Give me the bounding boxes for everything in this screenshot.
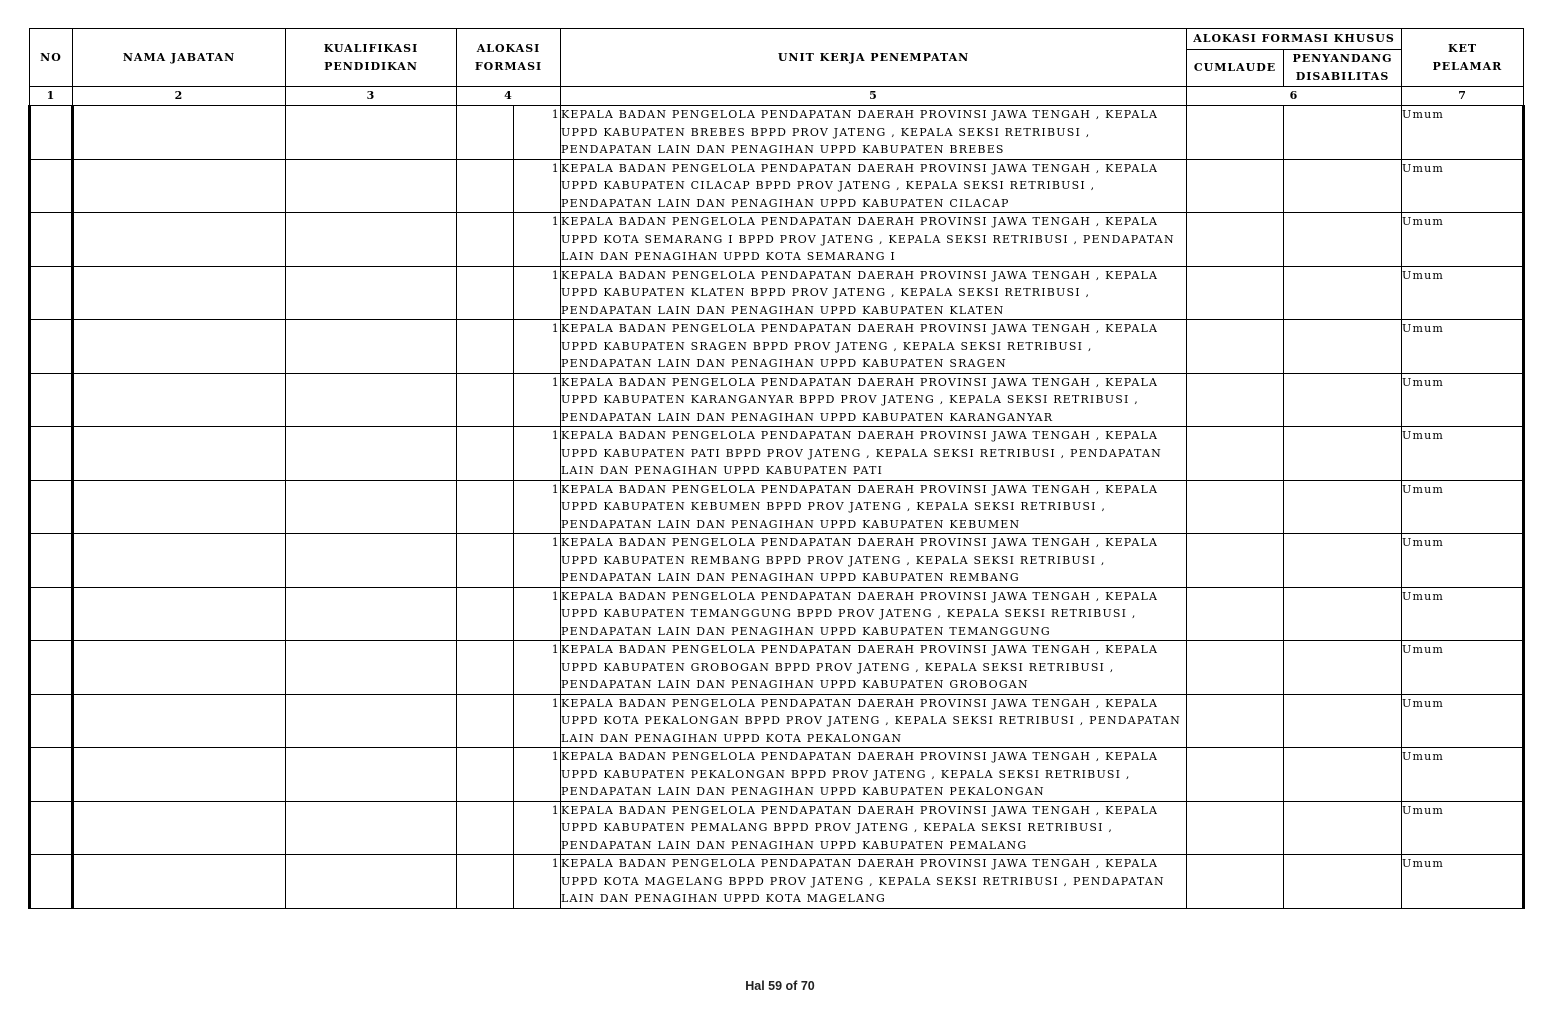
table-body: [30, 106, 1524, 909]
cell-nama-jabatan: [73, 106, 286, 160]
cell-ket: Umum: [1402, 373, 1524, 427]
cell-cumlaude: [1187, 801, 1284, 855]
cell-nama-jabatan: [73, 320, 286, 374]
cell-unit-kerja: KEPALA BADAN PENGELOLA PENDAPATAN DAERAH PROVINSI JAWA TENGAH , KEPALA UPPD KOTA PEKALONGAN BPPD PROV JATENG , KEPALA SEKSI RETRIBUSI , PENDAPATAN LAIN DAN PENAGIHAN UPPD KOTA PEKALONGAN: [561, 694, 1187, 748]
cell-kualifikasi: [286, 641, 457, 695]
cell-no: [30, 641, 73, 695]
cell-disabilitas: [1284, 587, 1402, 641]
table-row: [30, 373, 1524, 427]
cell-no: [30, 159, 73, 213]
cell-no: [30, 748, 73, 802]
page-number: Hal 59 of 70: [745, 979, 815, 993]
cell-nama-jabatan: [73, 855, 286, 909]
cell-disabilitas: [1284, 159, 1402, 213]
table-row: [30, 213, 1524, 267]
cell-alokasi: 1: [514, 855, 561, 909]
cell-unit-kerja: KEPALA BADAN PENGELOLA PENDAPATAN DAERAH PROVINSI JAWA TENGAH , KEPALA UPPD KABUPATEN KARANGANYAR BPPD PROV JATENG , KEPALA SEKSI RETRIBUSI , PENDAPATAN LAIN DAN PENAGIHAN UPPD KABUPATEN KARANGANYAR: [561, 373, 1187, 427]
cell-alokasi: 1: [514, 373, 561, 427]
cell-no: [30, 587, 73, 641]
cell-cumlaude: [1187, 106, 1284, 160]
table-row: [30, 159, 1524, 213]
cell-alokasi-left: [457, 427, 514, 481]
cell-alokasi-left: [457, 373, 514, 427]
cell-kualifikasi: [286, 266, 457, 320]
cell-nama-jabatan: [73, 427, 286, 481]
header-kualifikasi-label: KUALIFIKASI PENDIDIKAN: [323, 41, 419, 73]
cell-kualifikasi: [286, 855, 457, 909]
cell-kualifikasi: [286, 480, 457, 534]
cell-kualifikasi: [286, 159, 457, 213]
cell-ket: Umum: [1402, 534, 1524, 588]
cell-ket: Umum: [1402, 106, 1524, 160]
cell-alokasi-left: [457, 641, 514, 695]
header-nama-jabatan: NAMA JABATAN: [73, 29, 286, 87]
header-ket-label: KET PELAMAR: [1432, 41, 1503, 73]
cell-alokasi-left: [457, 213, 514, 267]
cell-nama-jabatan: [73, 587, 286, 641]
cell-ket: Umum: [1402, 320, 1524, 374]
cell-ket: Umum: [1402, 855, 1524, 909]
column-number: 2: [73, 87, 286, 106]
cell-alokasi: 1: [514, 587, 561, 641]
cell-kualifikasi: [286, 213, 457, 267]
cell-ket: Umum: [1402, 694, 1524, 748]
cell-alokasi: 1: [514, 159, 561, 213]
cell-kualifikasi: [286, 427, 457, 481]
table-row: [30, 641, 1524, 695]
cell-alokasi-left: [457, 801, 514, 855]
cell-cumlaude: [1187, 855, 1284, 909]
cell-alokasi: 1: [514, 427, 561, 481]
cell-unit-kerja: KEPALA BADAN PENGELOLA PENDAPATAN DAERAH PROVINSI JAWA TENGAH , KEPALA UPPD KOTA SEMARANG I BPPD PROV JATENG , KEPALA SEKSI RETRIBUSI , PENDAPATAN LAIN DAN PENAGIHAN UPPD KOTA SEMARANG I: [561, 213, 1187, 267]
cell-no: [30, 213, 73, 267]
table-row: [30, 427, 1524, 481]
cell-alokasi: 1: [514, 801, 561, 855]
cell-alokasi-left: [457, 587, 514, 641]
cell-disabilitas: [1284, 106, 1402, 160]
header-alokasi: [457, 29, 561, 87]
cell-unit-kerja: KEPALA BADAN PENGELOLA PENDAPATAN DAERAH PROVINSI JAWA TENGAH , KEPALA UPPD KABUPATEN PEMALANG BPPD PROV JATENG , KEPALA SEKSI RETRIBUSI , PENDAPATAN LAIN DAN PENAGIHAN UPPD KABUPATEN PEMALANG: [561, 801, 1187, 855]
cell-disabilitas: [1284, 694, 1402, 748]
cell-ket: Umum: [1402, 748, 1524, 802]
cell-no: [30, 480, 73, 534]
cell-ket: Umum: [1402, 480, 1524, 534]
cell-cumlaude: [1187, 748, 1284, 802]
cell-alokasi: 1: [514, 641, 561, 695]
cell-alokasi: 1: [514, 694, 561, 748]
cell-kualifikasi: [286, 320, 457, 374]
cell-alokasi: 1: [514, 320, 561, 374]
column-number-row: [30, 87, 1524, 106]
cell-alokasi-left: [457, 748, 514, 802]
cell-disabilitas: [1284, 213, 1402, 267]
cell-disabilitas: [1284, 534, 1402, 588]
column-number: 4: [457, 87, 561, 106]
cell-no: [30, 427, 73, 481]
cell-alokasi-left: [457, 106, 514, 160]
cell-unit-kerja: KEPALA BADAN PENGELOLA PENDAPATAN DAERAH PROVINSI JAWA TENGAH , KEPALA UPPD KOTA MAGELANG BPPD PROV JATENG , KEPALA SEKSI RETRIBUSI , PENDAPATAN LAIN DAN PENAGIHAN UPPD KOTA MAGELANG: [561, 855, 1187, 909]
table-row: [30, 855, 1524, 909]
cell-cumlaude: [1187, 213, 1284, 267]
cell-alokasi-left: [457, 266, 514, 320]
cell-no: [30, 373, 73, 427]
cell-alokasi: 1: [514, 534, 561, 588]
column-number: 6: [1187, 87, 1402, 106]
cell-disabilitas: [1284, 373, 1402, 427]
cell-nama-jabatan: [73, 801, 286, 855]
cell-cumlaude: [1187, 694, 1284, 748]
column-number: 1: [30, 87, 73, 106]
cell-nama-jabatan: [73, 641, 286, 695]
cell-nama-jabatan: [73, 480, 286, 534]
header-unit-kerja: UNIT KERJA PENEMPATAN: [561, 29, 1187, 87]
cell-ket: Umum: [1402, 587, 1524, 641]
header-disabilitas-label: PENYANDANG DISABILITAS: [1292, 52, 1393, 83]
cell-alokasi: 1: [514, 266, 561, 320]
cell-no: [30, 534, 73, 588]
cell-alokasi: 1: [514, 480, 561, 534]
cell-unit-kerja: KEPALA BADAN PENGELOLA PENDAPATAN DAERAH PROVINSI JAWA TENGAH , KEPALA UPPD KABUPATEN CILACAP BPPD PROV JATENG , KEPALA SEKSI RETRIBUSI , PENDAPATAN LAIN DAN PENAGIHAN UPPD KABUPATEN CILACAP: [561, 159, 1187, 213]
table-row: [30, 748, 1524, 802]
cell-disabilitas: [1284, 641, 1402, 695]
cell-no: [30, 320, 73, 374]
table-row: [30, 106, 1524, 160]
cell-kualifikasi: [286, 373, 457, 427]
cell-cumlaude: [1187, 534, 1284, 588]
cell-no: [30, 801, 73, 855]
cell-disabilitas: [1284, 427, 1402, 481]
cell-no: [30, 266, 73, 320]
cell-kualifikasi: [286, 587, 457, 641]
cell-disabilitas: [1284, 748, 1402, 802]
cell-no: [30, 855, 73, 909]
cell-cumlaude: [1187, 320, 1284, 374]
table-row: [30, 801, 1524, 855]
cell-unit-kerja: KEPALA BADAN PENGELOLA PENDAPATAN DAERAH PROVINSI JAWA TENGAH , KEPALA UPPD KABUPATEN PATI BPPD PROV JATENG , KEPALA SEKSI RETRIBUSI , PENDAPATAN LAIN DAN PENAGIHAN UPPD KABUPATEN PATI: [561, 427, 1187, 481]
cell-unit-kerja: KEPALA BADAN PENGELOLA PENDAPATAN DAERAH PROVINSI JAWA TENGAH , KEPALA UPPD KABUPATEN SRAGEN BPPD PROV JATENG , KEPALA SEKSI RETRIBUSI , PENDAPATAN LAIN DAN PENAGIHAN UPPD KABUPATEN SRAGEN: [561, 320, 1187, 374]
cell-unit-kerja: KEPALA BADAN PENGELOLA PENDAPATAN DAERAH PROVINSI JAWA TENGAH , KEPALA UPPD KABUPATEN KLATEN BPPD PROV JATENG , KEPALA SEKSI RETRIBUSI , PENDAPATAN LAIN DAN PENAGIHAN UPPD KABUPATEN KLATEN: [561, 266, 1187, 320]
header-alokasi-label: ALOKASI FORMASI: [474, 41, 543, 73]
cell-alokasi-left: [457, 694, 514, 748]
cell-ket: Umum: [1402, 213, 1524, 267]
cell-disabilitas: [1284, 801, 1402, 855]
cell-alokasi: 1: [514, 748, 561, 802]
cell-alokasi-left: [457, 855, 514, 909]
column-number: 5: [561, 87, 1187, 106]
cell-ket: Umum: [1402, 427, 1524, 481]
cell-cumlaude: [1187, 641, 1284, 695]
cell-nama-jabatan: [73, 694, 286, 748]
cell-ket: Umum: [1402, 159, 1524, 213]
cell-kualifikasi: [286, 801, 457, 855]
cell-cumlaude: [1187, 373, 1284, 427]
header-kualifikasi: [286, 29, 457, 87]
formasi-table: [28, 28, 1525, 909]
cell-cumlaude: [1187, 266, 1284, 320]
cell-no: [30, 694, 73, 748]
cell-unit-kerja: KEPALA BADAN PENGELOLA PENDAPATAN DAERAH PROVINSI JAWA TENGAH , KEPALA UPPD KABUPATEN BREBES BPPD PROV JATENG , KEPALA SEKSI RETRIBUSI , PENDAPATAN LAIN DAN PENAGIHAN UPPD KABUPATEN BREBES: [561, 106, 1187, 160]
cell-ket: Umum: [1402, 801, 1524, 855]
table-row: [30, 534, 1524, 588]
cell-cumlaude: [1187, 587, 1284, 641]
cell-nama-jabatan: [73, 159, 286, 213]
cell-kualifikasi: [286, 748, 457, 802]
cell-nama-jabatan: [73, 213, 286, 267]
cell-unit-kerja: KEPALA BADAN PENGELOLA PENDAPATAN DAERAH PROVINSI JAWA TENGAH , KEPALA UPPD KABUPATEN GROBOGAN BPPD PROV JATENG , KEPALA SEKSI RETRIBUSI , PENDAPATAN LAIN DAN PENAGIHAN UPPD KABUPATEN GROBOGAN: [561, 641, 1187, 695]
cell-disabilitas: [1284, 855, 1402, 909]
table-header: [30, 29, 1524, 106]
table-row: [30, 587, 1524, 641]
cell-nama-jabatan: [73, 266, 286, 320]
cell-kualifikasi: [286, 534, 457, 588]
header-cumlaude: CUMLAUDE: [1187, 50, 1284, 87]
cell-alokasi-left: [457, 480, 514, 534]
cell-disabilitas: [1284, 266, 1402, 320]
cell-alokasi: 1: [514, 213, 561, 267]
cell-ket: Umum: [1402, 641, 1524, 695]
cell-cumlaude: [1187, 159, 1284, 213]
column-number: 7: [1402, 87, 1524, 106]
cell-cumlaude: [1187, 427, 1284, 481]
table-row: [30, 320, 1524, 374]
column-number: 3: [286, 87, 457, 106]
cell-unit-kerja: KEPALA BADAN PENGELOLA PENDAPATAN DAERAH PROVINSI JAWA TENGAH , KEPALA UPPD KABUPATEN REMBANG BPPD PROV JATENG , KEPALA SEKSI RETRIBUSI , PENDAPATAN LAIN DAN PENAGIHAN UPPD KABUPATEN REMBANG: [561, 534, 1187, 588]
header-ket: [1402, 29, 1524, 87]
header-alokasi-khusus: ALOKASI FORMASI KHUSUS: [1187, 29, 1402, 50]
cell-unit-kerja: KEPALA BADAN PENGELOLA PENDAPATAN DAERAH PROVINSI JAWA TENGAH , KEPALA UPPD KABUPATEN PEKALONGAN BPPD PROV JATENG , KEPALA SEKSI RETRIBUSI , PENDAPATAN LAIN DAN PENAGIHAN UPPD KABUPATEN PEKALONGAN: [561, 748, 1187, 802]
cell-alokasi-left: [457, 159, 514, 213]
cell-alokasi-left: [457, 320, 514, 374]
cell-disabilitas: [1284, 480, 1402, 534]
header-no: NO: [30, 29, 73, 87]
cell-alokasi: 1: [514, 106, 561, 160]
cell-nama-jabatan: [73, 373, 286, 427]
cell-cumlaude: [1187, 480, 1284, 534]
table-row: [30, 266, 1524, 320]
cell-unit-kerja: KEPALA BADAN PENGELOLA PENDAPATAN DAERAH PROVINSI JAWA TENGAH , KEPALA UPPD KABUPATEN TEMANGGUNG BPPD PROV JATENG , KEPALA SEKSI RETRIBUSI , PENDAPATAN LAIN DAN PENAGIHAN UPPD KABUPATEN TEMANGGUNG: [561, 587, 1187, 641]
cell-nama-jabatan: [73, 534, 286, 588]
cell-kualifikasi: [286, 694, 457, 748]
cell-alokasi-left: [457, 534, 514, 588]
header-disabilitas: [1284, 50, 1402, 87]
table-row: [30, 480, 1524, 534]
cell-unit-kerja: KEPALA BADAN PENGELOLA PENDAPATAN DAERAH PROVINSI JAWA TENGAH , KEPALA UPPD KABUPATEN KEBUMEN BPPD PROV JATENG , KEPALA SEKSI RETRIBUSI , PENDAPATAN LAIN DAN PENAGIHAN UPPD KABUPATEN KEBUMEN: [561, 480, 1187, 534]
cell-no: [30, 106, 73, 160]
cell-nama-jabatan: [73, 748, 286, 802]
table-row: [30, 694, 1524, 748]
cell-ket: Umum: [1402, 266, 1524, 320]
cell-kualifikasi: [286, 106, 457, 160]
cell-disabilitas: [1284, 320, 1402, 374]
